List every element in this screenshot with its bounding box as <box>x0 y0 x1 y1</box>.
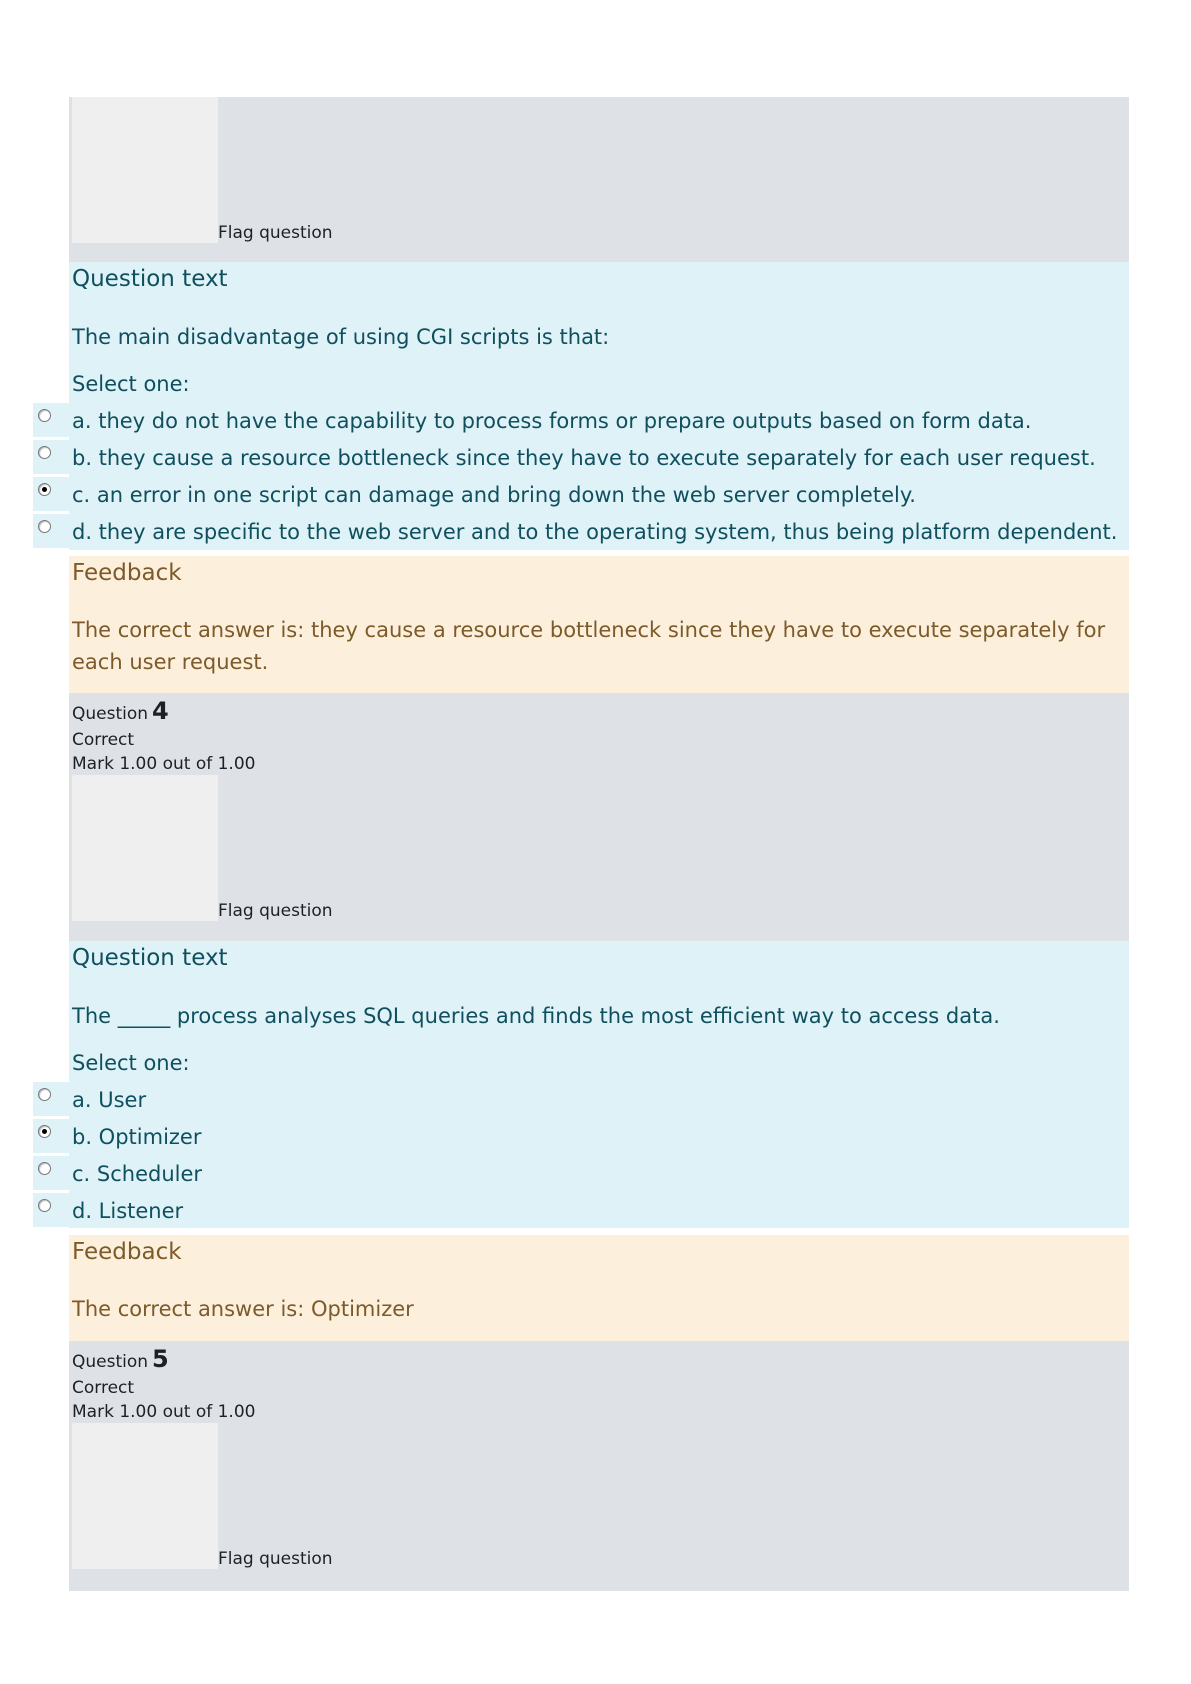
flag-icon[interactable] <box>72 97 218 243</box>
answer-option-d[interactable]: d. they are specific to the web server and to the operating system, thus being platform dependent. <box>72 520 1118 544</box>
question-text-heading: Question text <box>72 945 228 971</box>
select-one-prompt: Select one: <box>72 1051 190 1075</box>
radio-button-b[interactable] <box>38 1125 51 1138</box>
question-number <box>72 697 169 725</box>
question-grade: Mark 1.00 out of 1.00 <box>72 1402 256 1422</box>
answer-option-b[interactable]: b. Optimizer <box>72 1125 202 1149</box>
radio-button-c[interactable] <box>38 1162 51 1175</box>
radio-button-b[interactable] <box>38 446 51 459</box>
radio-cell <box>33 1193 69 1227</box>
select-one-prompt: Select one: <box>72 372 190 396</box>
answer-option-c[interactable]: c. Scheduler <box>72 1162 203 1186</box>
question-state: Correct <box>72 1378 135 1398</box>
question-info-block <box>69 97 1129 262</box>
question-number-value: 5 <box>152 1345 169 1373</box>
question-number-value: 4 <box>152 697 169 725</box>
question-info-block <box>69 693 1129 941</box>
question-formulation <box>69 941 1129 1228</box>
feedback-heading: Feedback <box>72 560 182 586</box>
radio-button-a[interactable] <box>38 1088 51 1101</box>
flag-question-link[interactable]: Flag question <box>218 901 333 921</box>
question-grade: Mark 1.00 out of 1.00 <box>72 754 256 774</box>
feedback-block <box>69 556 1129 693</box>
answer-option-a[interactable]: a. User <box>72 1088 147 1112</box>
question-info-block <box>69 1341 1129 1591</box>
radio-button-a[interactable] <box>38 409 51 422</box>
radio-cell <box>33 440 69 474</box>
radio-button-c[interactable] <box>38 483 51 496</box>
feedback-text: The correct answer is: Optimizer <box>72 1297 414 1321</box>
question-text: The main disadvantage of using CGI scripts is that: <box>72 325 610 349</box>
question-number <box>72 1345 169 1373</box>
radio-cell <box>33 514 69 548</box>
radio-cell <box>33 1119 69 1153</box>
radio-cell <box>33 477 69 511</box>
flag-icon[interactable] <box>72 1423 218 1569</box>
radio-cell <box>33 403 69 437</box>
answer-option-a[interactable]: a. they do not have the capability to process forms or prepare outputs based on form data. <box>72 409 1032 433</box>
flag-icon[interactable] <box>72 775 218 921</box>
feedback-block <box>69 1235 1129 1341</box>
question-text: The _____ process analyses SQL queries and finds the most efficient way to access data. <box>72 1004 1000 1028</box>
feedback-text: The correct answer is: they cause a resource bottleneck since they have to execute separately for each user request. <box>72 618 1106 674</box>
answer-option-d[interactable]: d. Listener <box>72 1199 184 1223</box>
radio-button-d[interactable] <box>38 1199 51 1212</box>
answer-option-b[interactable]: b. they cause a resource bottleneck since they have to execute separately for each user request. <box>72 446 1096 470</box>
radio-cell <box>33 1156 69 1190</box>
question-label: Question <box>72 1352 149 1372</box>
question-state: Correct <box>72 730 135 750</box>
radio-cell <box>33 1082 69 1116</box>
answer-option-c[interactable]: c. an error in one script can damage and bring down the web server completely. <box>72 483 916 507</box>
question-formulation <box>69 262 1129 550</box>
flag-question-link[interactable]: Flag question <box>218 223 333 243</box>
feedback-heading: Feedback <box>72 1239 182 1265</box>
question-label: Question <box>72 704 149 724</box>
radio-button-d[interactable] <box>38 520 51 533</box>
flag-question-link[interactable]: Flag question <box>218 1549 333 1569</box>
question-text-heading: Question text <box>72 266 228 292</box>
